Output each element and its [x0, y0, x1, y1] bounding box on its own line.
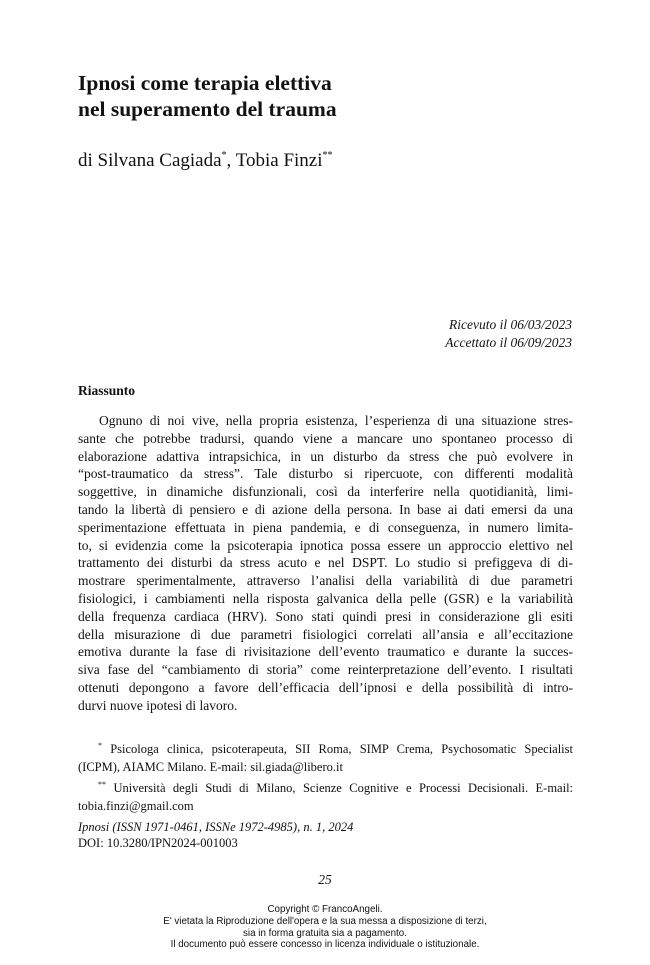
author-name: Tobia Finzi: [235, 150, 323, 171]
abstract-line: mostrare sperimentalmente, attraverso l’analisi della variabilità di due parametri: [78, 573, 573, 589]
copyright-line: Copyright © FrancoAngeli.: [267, 904, 383, 915]
footnotes: [78, 737, 573, 815]
article-title: [78, 70, 337, 122]
copyright-line: sia in forma gratuita sia a pagamento.: [243, 927, 407, 939]
title-line: nel superamento del trauma: [78, 97, 337, 121]
abstract-line: siva fase del “cambiamento di storia” come reinterpretazione dell’evento. I risultati: [78, 662, 573, 678]
page-number: 25: [318, 872, 332, 887]
footnote-2-line: [78, 776, 573, 798]
journal-citation: Ipnosi (ISSN 1971-0461, ISSNe 1972-4985), n. 1, 2024: [78, 820, 354, 834]
title-line: Ipnosi come terapia elettiva: [78, 71, 332, 95]
doi: DOI: 10.3280/IPN2024-001003: [78, 836, 238, 850]
abstract-line: sante che potrebbe tradursi, quando viene a mancare uno spontaneo processo di: [78, 430, 573, 446]
author-separator: ,: [226, 150, 236, 171]
copyright-line: E' vietata la Riproduzione dell'opera e la sua messa a disposizione di terzi,: [163, 915, 487, 927]
footnote-1-line: [78, 737, 573, 759]
byline-prefix: di: [78, 150, 98, 171]
abstract-line: emotiva durante la fase di rivisitazione dell’evento traumatico e durante la succes-: [78, 644, 573, 660]
copyright-line: Il documento può essere concesso in licenza individuale o istituzionale.: [170, 939, 480, 951]
abstract-line: soggettive, in dinamiche disfunzionali, così da interferire nella quotidianità, limi-: [78, 484, 573, 500]
abstract-line: fisiologici, i cambiamenti nella risposta galvanica della pelle (GSR) e la variabilità: [78, 590, 573, 606]
author-byline: [78, 150, 333, 172]
abstract-line: tando la libertà di pensiero e di azione della persona. In base ai dati emersi da una: [78, 501, 573, 517]
received-date: Ricevuto il 06/03/2023: [449, 317, 572, 332]
abstract-line: trattamento dei disturbi da stress acuto e nel DSPT. Lo studio si prefiggeva di di-: [78, 555, 573, 571]
abstract-heading: Riassunto: [78, 383, 136, 398]
abstract-line: della frequenza cardiaca (HRV). Sono stati quindi presi in considerazione gli esiti: [78, 608, 573, 624]
footnote-marker: **: [98, 780, 106, 789]
abstract-line: Ognuno di noi vive, nella propria esistenza, l’esperienza di una situazione stres-: [99, 413, 573, 428]
accepted-date: Accettato il 06/09/2023: [445, 335, 572, 350]
abstract-line: elaborazione adattiva intrapsichica, in un disturbo da stress che può evolvere in: [78, 448, 573, 464]
footnote-text: Università degli Studi di Milano, Scienze Cognitive e Processi Decisionali. E-mail:: [113, 781, 574, 795]
footnote-text: Psicologa clinica, psicoterapeuta, SII Roma, SIMP Crema, Psychosomatic Specialist: [110, 742, 573, 756]
footnote-marker: *: [221, 150, 227, 161]
journal-info: [78, 819, 353, 851]
copyright-notice: [0, 904, 650, 951]
submission-dates: [445, 316, 572, 352]
abstract-line: della misurazione di due parametri fisiologici correlati all’ansia e all’eccitazione: [78, 626, 573, 642]
abstract-body: [78, 412, 573, 715]
abstract-line: durvi nuove ipotesi di lavoro.: [78, 697, 238, 713]
footnote-2-line: tobia.finzi@gmail.com: [78, 798, 194, 813]
abstract-line: ottenuti depongono a favore dell’efficacia dell’ipnosi e della possibilità di intro-: [78, 679, 573, 695]
abstract-line: “post-traumatico da stress”. Tale disturbo si ripercuote, con differenti modalità: [78, 466, 573, 482]
footnote-marker: *: [98, 741, 102, 750]
abstract-line: to, si evidenzia come la psicoterapia ipnotica possa essere un approccio elettivo nel: [78, 537, 573, 553]
footnote-marker: **: [322, 150, 333, 161]
abstract-line: sperimentazione effettuata in piena pandemia, e di conseguenza, in numero limita-: [78, 519, 573, 535]
author-name: Silvana Cagiada: [97, 150, 222, 171]
footnote-1-line: (ICPM), AIAMC Milano. E-mail: sil.giada@libero.it: [78, 759, 343, 774]
